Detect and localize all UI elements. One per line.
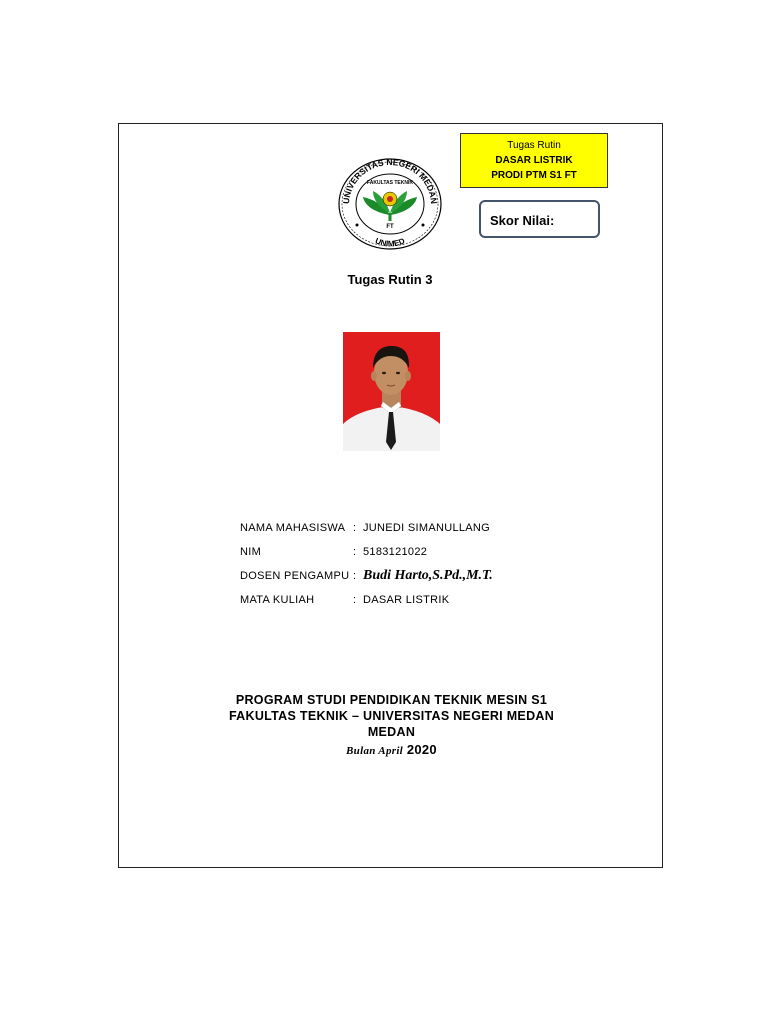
footer-program: PROGRAM STUDI PENDIDIKAN TEKNIK MESIN S1	[235, 693, 548, 707]
bio-separator: :	[353, 522, 357, 534]
bio-label: DOSEN PENGAMPU	[240, 570, 350, 582]
footer-city: MEDAN	[367, 725, 416, 739]
info-line-course: DASAR LISTRIK	[495, 155, 573, 166]
info-line-task: Tugas Rutin	[507, 140, 561, 151]
student-bio	[240, 516, 493, 612]
bio-label: NAMA MAHASISWA	[240, 522, 346, 534]
logo-ring-text: UNIVERSITAS NEGERI MEDAN	[340, 157, 440, 205]
footer-faculty: FAKULTAS TEKNIK – UNIVERSITAS NEGERI MEDAN	[228, 709, 555, 723]
bio-row-nim	[240, 540, 493, 564]
footer-institution	[200, 692, 583, 759]
footer-month: Bulan April	[346, 745, 404, 757]
bio-label: NIM	[240, 546, 262, 558]
bio-row-course	[240, 588, 493, 612]
bio-value-course: DASAR LISTRIK	[363, 594, 450, 606]
logo-faculty-text: FAKULTAS TEKNIK	[367, 180, 413, 186]
logo-ft-text: FT	[386, 224, 394, 230]
student-photo	[343, 332, 440, 451]
bio-label: MATA KULIAH	[240, 594, 315, 606]
course-info-box	[460, 133, 608, 188]
bio-separator: :	[353, 594, 357, 606]
bio-row-name	[240, 516, 493, 540]
bio-value-nim: 5183121022	[363, 546, 428, 558]
info-line-program: PRODI PTM S1 FT	[491, 170, 577, 181]
footer-year: 2020	[406, 742, 437, 757]
bio-value-lecturer: Budi Harto,S.Pd.,M.T.	[363, 568, 493, 583]
footer-date	[200, 742, 583, 759]
unimed-logo	[337, 157, 443, 252]
bio-value-name: JUNEDI SIMANULLANG	[363, 522, 491, 534]
document-title: Tugas Rutin 3	[347, 272, 433, 287]
score-label: Skor Nilai:	[490, 213, 555, 228]
logo-bottom-text: UNIMED	[373, 236, 407, 249]
student-photo-image	[343, 332, 440, 451]
bio-separator: :	[353, 570, 357, 582]
score-box	[479, 200, 600, 238]
bio-separator: :	[353, 546, 357, 558]
bio-row-lecturer	[240, 564, 493, 588]
